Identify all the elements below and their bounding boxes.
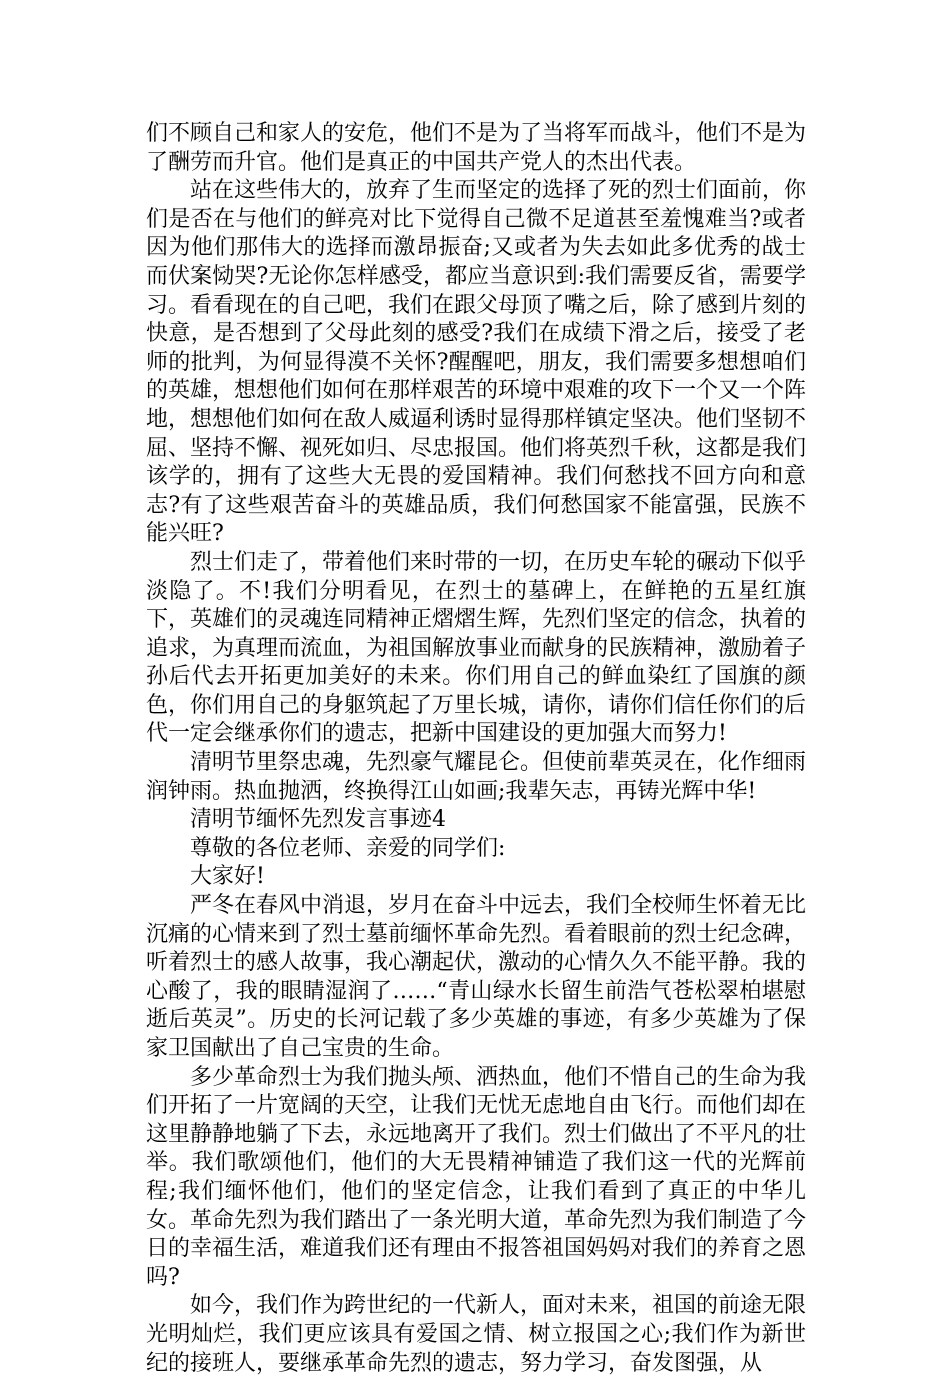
paragraph-continued: 们不顾自己和家人的安危，他们不是为了当将军而战斗，他们不是为了酬劳而升官。他们是真正的中国共产党人的杰出代表。 — [146, 121, 807, 175]
document-page — [146, 120, 806, 1378]
paragraph: 站在这些伟大的，放弃了生而坚定的选择了死的烈士们面前，你们是否在与他们的鲜亮对比下觉得自己微不足道甚至羞愧难当?或者因为他们那伟大的选择而激昂振奋;又或者为失去如此多优秀的战士而伏案恸哭?无论你怎样感受，都应当意识到:我们需要反省，需要学习。看看现在的自己吧，我们在跟父母顶了嘴之后，除了感到片刻的快意，是否想到了父母此刻的感受?我们在成绩下滑之后，接受了老师的批判，为何显得漠不关怀?醒醒吧，朋友，我们需要多想想咱们的英雄，想想他们如何在那样艰苦的环境中艰难的攻下一个又一个阵地，想想他们如何在敌人威逼利诱时显得那样镇定坚决。他们坚韧不屈、坚持不懈、视死如归、尽忠报国。他们将英烈千秋，这都是我们该学的，拥有了这些大无畏的爱国精神。我们何愁找不回方向和意志?有了这些艰苦奋斗的英雄品质，我们何愁国家不能富强，民族不能兴旺? — [146, 178, 807, 547]
paragraph: 多少革命烈士为我们抛头颅、洒热血，他们不惜自己的生命为我们开拓了一片宽阔的天空，让我们无忧无虑地自由飞行。而他们却在这里静静地躺了下去，永远地离开了我们。烈士们做出了不平凡的壮举。我们歌颂他们，他们的大无畏精神铺造了我们这一代的光辉前程;我们缅怀他们，他们的坚定信念，让我们看到了真正的中华儿女。革命先烈为我们踏出了一条光明大道，革命先烈为我们制造了今日的幸福生活，难道我们还有理由不报答祖国妈妈对我们的养育之恩吗? — [146, 1064, 807, 1290]
paragraph: 如今，我们作为跨世纪的一代新人，面对未来，祖国的前途无限光明灿烂，我们更应该具有爱国之情、树立报国之心;我们作为新世纪的接班人，要继承革命先烈的遗志，努力学习，奋发图强，从 — [146, 1293, 807, 1376]
salutation: 尊敬的各位老师、亲爱的同学们: — [190, 835, 506, 861]
greeting: 大家好! — [190, 864, 265, 890]
paragraph: 清明节里祭忠魂，先烈豪气耀昆仑。但使前辈英灵在，化作细雨润钟雨。热血抛洒，终换得江山如画;我辈矢志，再铸光辉中华! — [146, 750, 807, 804]
section-heading: 清明节缅怀先烈发言事迹4 — [190, 807, 446, 833]
paragraph: 严冬在春风中消退，岁月在奋斗中远去，我们全校师生怀着无比沉痛的心情来到了烈士墓前缅怀革命先烈。看着眼前的烈士纪念碑，听着烈士的感人故事，我心潮起伏，激动的心情久久不能平静。我的心酸了，我的眼睛湿润了……“青山绿水长留生前浩气苍松翠柏堪慰逝后英灵”。历史的长河记载了多少英雄的事迹，有多少英雄为了保家卫国献出了自己宝贵的生命。 — [146, 893, 807, 1061]
paragraph: 烈士们走了，带着他们来时带的一切，在历史车轮的碾动下似乎淡隐了。不!我们分明看见，在烈士的墓碑上，在鲜艳的五星红旗下，英雄们的灵魂连同精神正熠熠生辉，先烈们坚定的信念，执着的追求，为真理而流血，为祖国解放事业而献身的民族精神，激励着子孙后代去开拓更加美好的未来。你们用自己的鲜血染红了国旗的颜色，你们用自己的身躯筑起了万里长城，请你，请你们信任你们的后代一定会继承你们的遗志，把新中国建设的更加强大而努力! — [146, 549, 807, 747]
